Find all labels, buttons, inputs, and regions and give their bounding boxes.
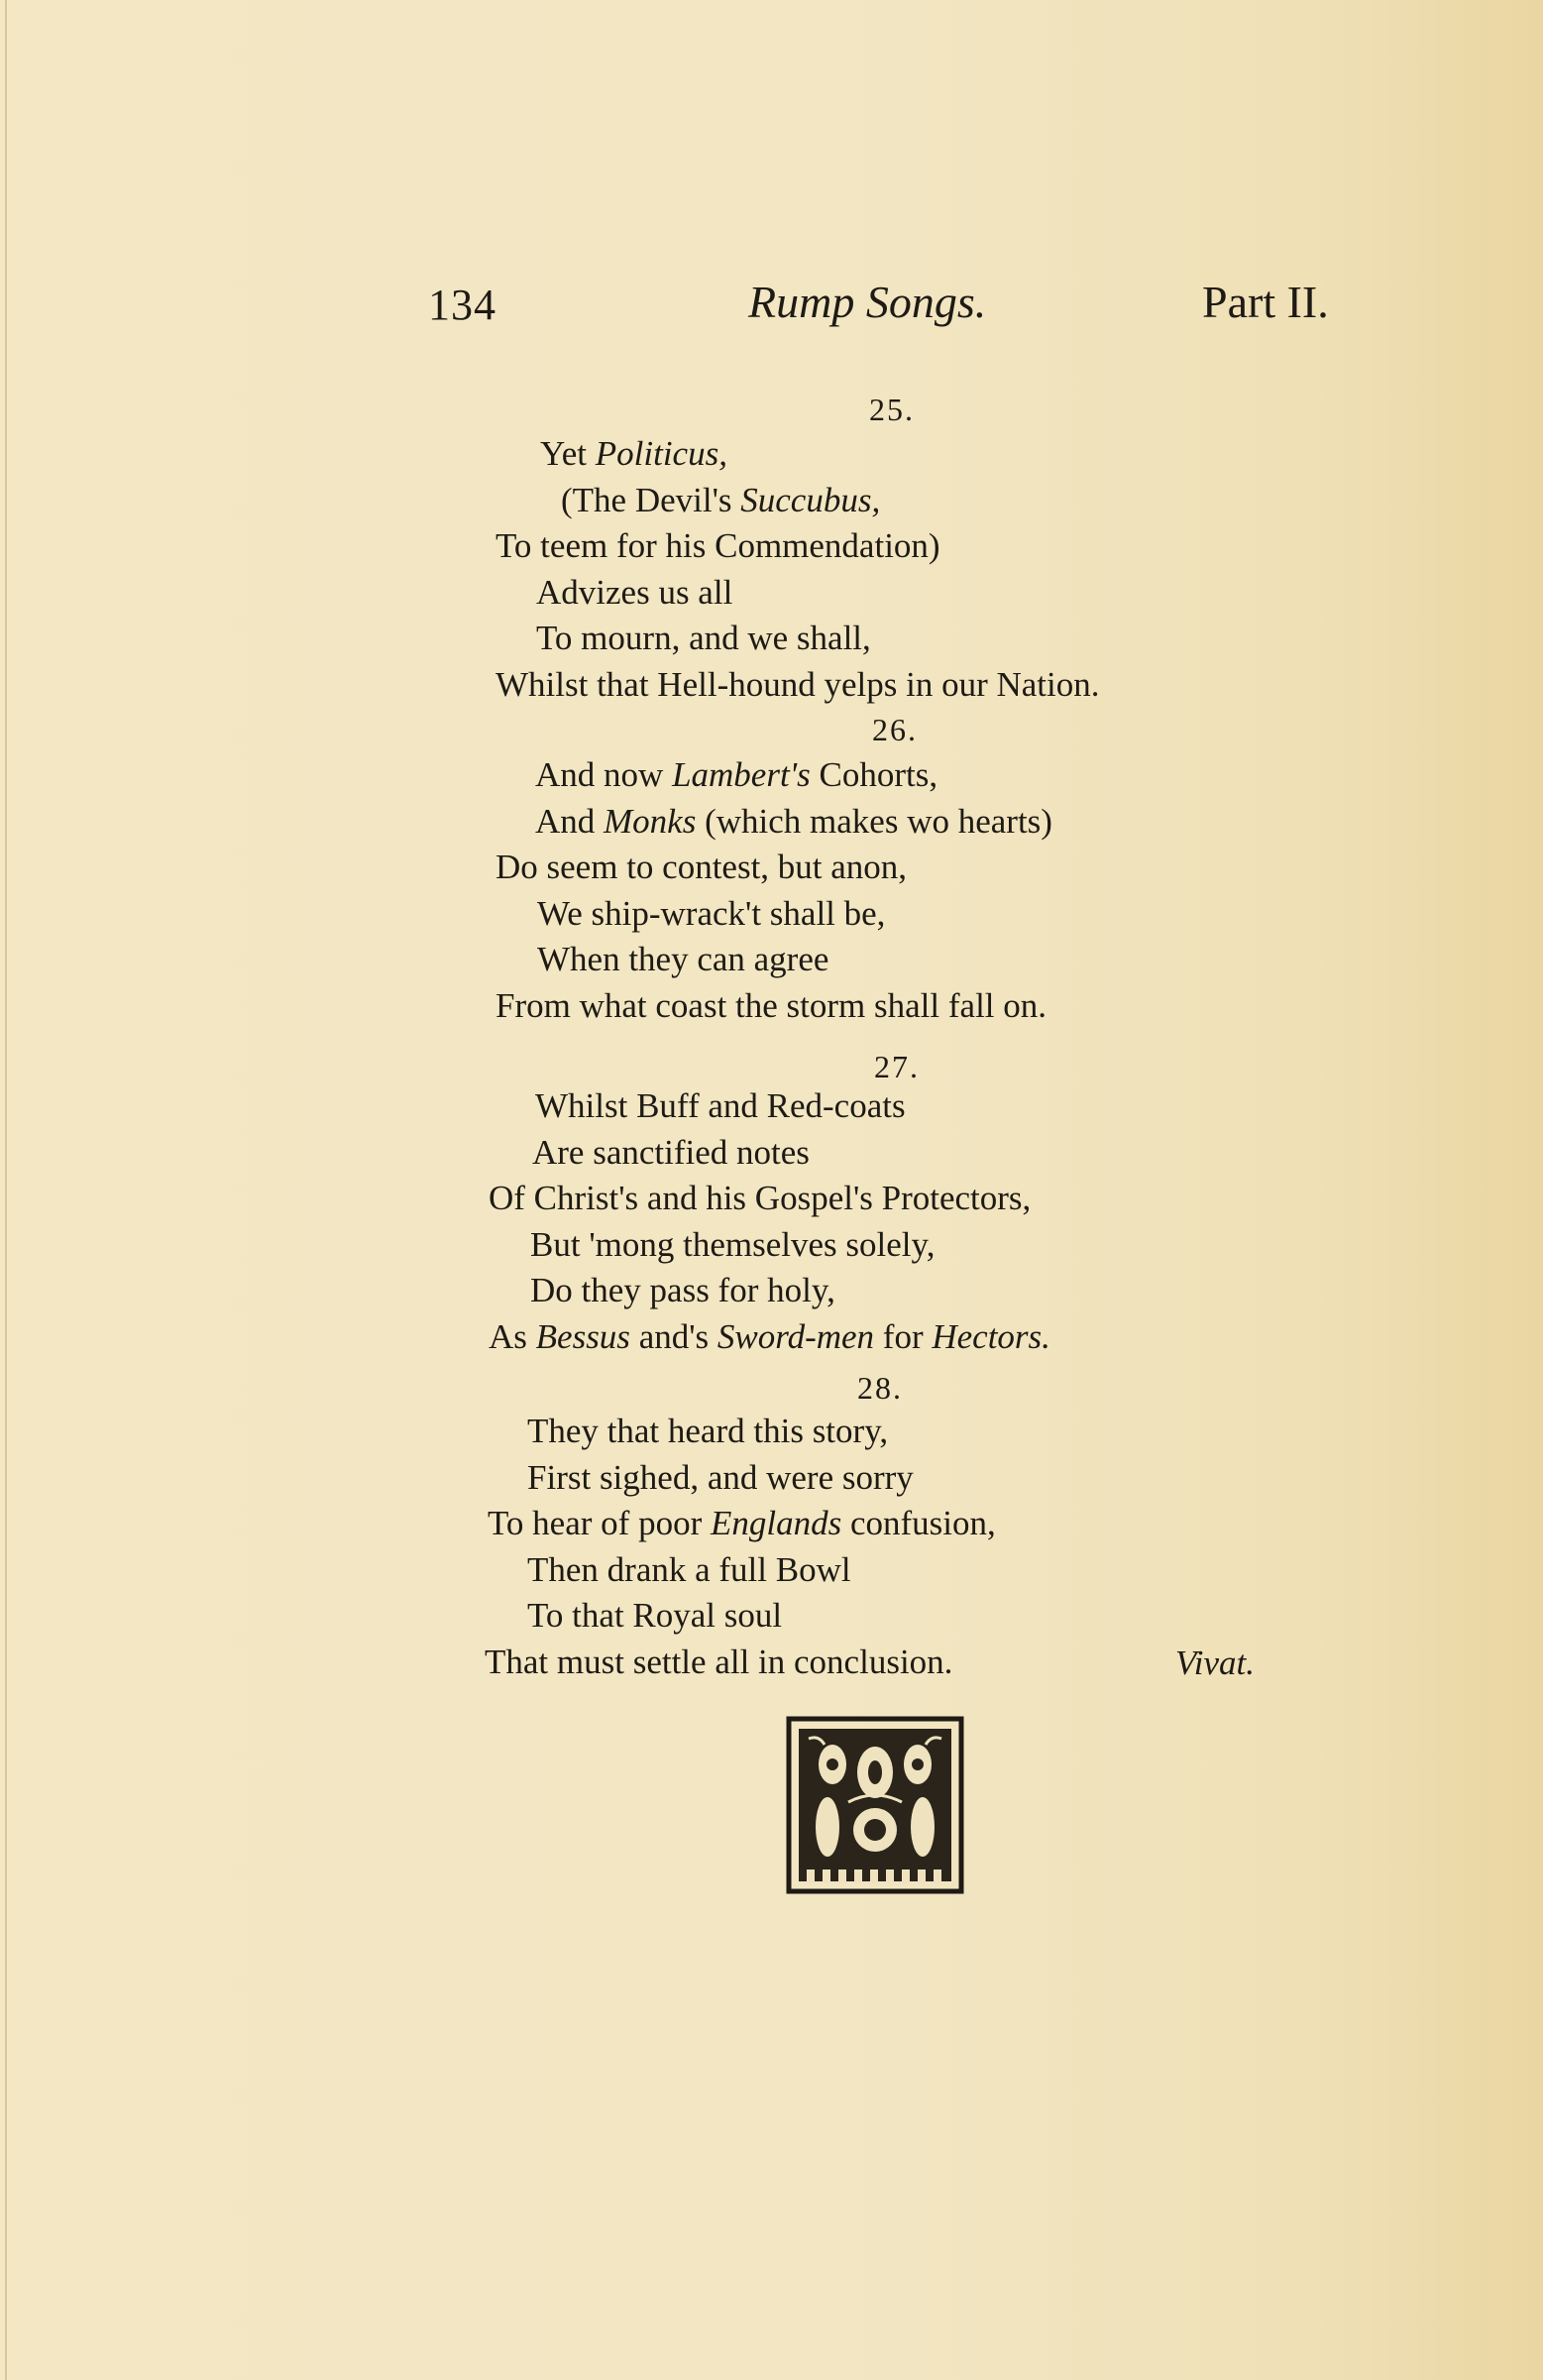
- verse-line: Of Christ's and his Gospel's Protectors,: [489, 1179, 1032, 1217]
- verse-line: First sighed, and were sorry: [527, 1457, 914, 1497]
- stanza-number: 28.: [857, 1370, 903, 1406]
- stanza-number: 26.: [872, 712, 918, 747]
- verse-line: To that Royal soul: [527, 1596, 783, 1635]
- running-header: [0, 277, 1543, 339]
- italic-word: Sword-men: [716, 1316, 875, 1356]
- verse-line: To mourn, and we shall,: [536, 619, 871, 657]
- verse-line: Yet Politicus,: [540, 434, 727, 473]
- verse-line: Do seem to contest, but anon,: [496, 848, 908, 886]
- part-label: Part II.: [1202, 277, 1329, 327]
- verse-line: When they can agree: [537, 940, 829, 978]
- verse-line: They that heard this story,: [527, 1412, 889, 1450]
- verse-line: But 'mong themselves solely,: [530, 1224, 936, 1264]
- stanza-number: 25.: [869, 392, 915, 427]
- italic-word: Succubus,: [740, 480, 881, 519]
- verse-line: Whilst Buff and Red-coats: [535, 1086, 906, 1125]
- italic-word: Monks: [604, 801, 697, 841]
- verse-line: Do they pass for holy,: [530, 1271, 835, 1309]
- verse-line: That must settle all in conclusion.: [485, 1642, 953, 1681]
- verse-line: We ship-wrack't shall be,: [537, 893, 886, 933]
- stanza-number: 27.: [874, 1049, 920, 1084]
- italic-word: Bessus: [535, 1316, 630, 1356]
- italic-word: Hectors.: [932, 1316, 1050, 1356]
- verse-line: Then drank a full Bowl: [527, 1549, 851, 1589]
- verse-line: Advizes us all: [536, 572, 733, 612]
- verse-line: And Monks (which makes wo hearts): [535, 801, 1052, 841]
- verse-line: To teem for his Commendation): [496, 526, 940, 565]
- running-title: Rump Songs.: [748, 277, 987, 327]
- italic-word: Englands: [710, 1504, 842, 1542]
- verse-line: Are sanctified notes: [532, 1132, 810, 1172]
- floral-tailpiece-icon: [783, 1713, 967, 1897]
- verse-line: (The Devil's Succubus,: [561, 480, 881, 519]
- verse-line: From what coast the storm shall fall on.: [496, 985, 1047, 1025]
- page-number: 134: [428, 281, 496, 329]
- verse-line: Whilst that Hell-hound yelps in our Nation.: [496, 664, 1100, 704]
- page-gutter-edge: [5, 0, 7, 2380]
- verse-line: And now Lambert's Cohorts,: [535, 755, 938, 794]
- closing-word: Vivat.: [1175, 1643, 1256, 1682]
- verse-line: As Bessus and's Sword-men for Hectors.: [489, 1316, 1050, 1356]
- italic-word: Politicus,: [595, 434, 727, 473]
- italic-word: Lambert's: [672, 755, 811, 794]
- verse-line: To hear of poor Englands confusion,: [488, 1504, 996, 1542]
